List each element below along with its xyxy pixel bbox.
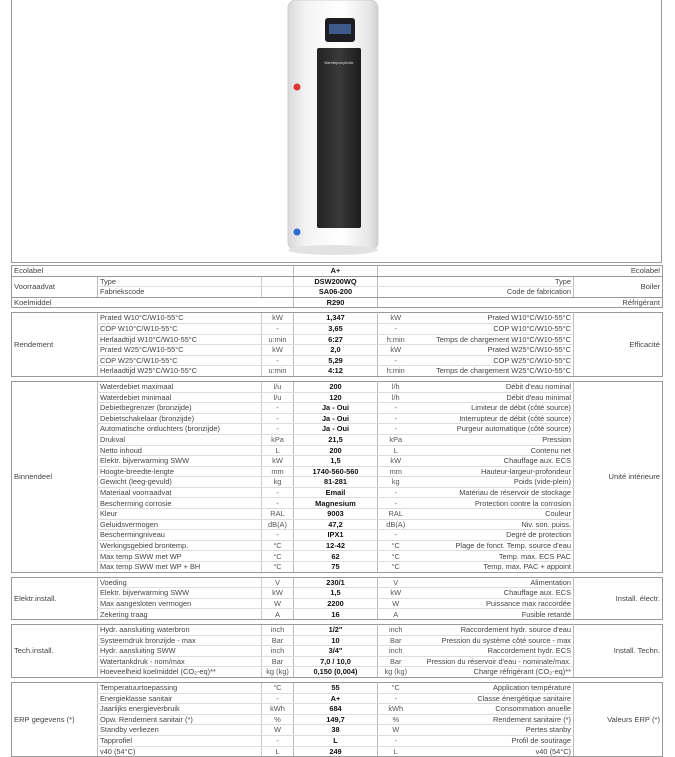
cell-label-fr: Fusible retardé [414, 609, 574, 620]
cell-unit-nl: - [262, 498, 294, 509]
cell-unit-nl [262, 276, 294, 287]
cell-unit-fr: inch [378, 625, 414, 636]
cell-unit-fr: A [378, 609, 414, 620]
cell-label-nl: Automatische ontluchters (bronzijde) [98, 424, 262, 435]
cell-unit-fr: W [378, 725, 414, 736]
table-row [12, 667, 663, 678]
cell-unit-nl: kW [262, 345, 294, 356]
table-row [12, 714, 663, 725]
row-ecolabel [12, 266, 663, 277]
cell-unit-fr: kW [378, 313, 414, 324]
cell-value: Email [294, 487, 378, 498]
cell-value: 47,2 [294, 519, 378, 530]
koelmiddel-label-nl: Koelmiddel [12, 297, 98, 308]
cell-unit-fr: Bar [378, 656, 414, 667]
cell-label-nl: Temperatuurtoepassing [98, 682, 262, 693]
cell-unit-nl: W [262, 725, 294, 736]
cell-unit-nl: °C [262, 682, 294, 693]
cell-unit-nl: - [262, 487, 294, 498]
cell-unit-nl: mm [262, 466, 294, 477]
cell-label-nl: Max aangesloten vermogen [98, 598, 262, 609]
cell-unit-fr: l/h [378, 392, 414, 403]
cell-label-nl: Type [98, 276, 262, 287]
table-row [12, 287, 663, 298]
table-row [12, 445, 663, 456]
cell-value: 55 [294, 682, 378, 693]
table-row [12, 355, 663, 366]
binnendeel-section-label-fr: Unité intérieure [574, 381, 663, 572]
cell-label-nl: Hydr. aansluiting SWW [98, 646, 262, 657]
cell-unit-nl: - [262, 403, 294, 414]
cell-unit-fr: - [378, 530, 414, 541]
table-row [12, 551, 663, 562]
table-row [12, 635, 663, 646]
cell-value: 1740-560-560 [294, 466, 378, 477]
cell-value: 3/4" [294, 646, 378, 657]
cell-label-nl: Waterdebiet maximaal [98, 381, 262, 392]
cell-value: 7,0 / 10,0 [294, 656, 378, 667]
cell-value: Ja - Oui [294, 424, 378, 435]
cell-label-fr: Hauteur-largeur-profondeur [414, 466, 574, 477]
cell-label-nl: Werkingsgebied brontemp. [98, 540, 262, 551]
tech-section-label-nl: Tech.install. [12, 625, 98, 678]
cell-unit-fr: °C [378, 551, 414, 562]
cell-label-fr: Chauffage aux. ECS [414, 456, 574, 467]
cell-label-fr: Pertes stanby [414, 725, 574, 736]
cell-label-nl: Herlaadtijd W25°C/W10-55°C [98, 366, 262, 377]
cell-value: 2,0 [294, 345, 378, 356]
svg-text:Warmtepompboiler: Warmtepompboiler [324, 61, 354, 65]
cell-unit-nl: kg (kg) [262, 667, 294, 678]
cell-label-fr: Plage de fonct. Temp. source d'eau [414, 540, 574, 551]
cell-label-fr: COP W25°C/W10-55°C [414, 355, 574, 366]
cell-unit-fr: h:min [378, 334, 414, 345]
cell-unit-fr: kg (kg) [378, 667, 414, 678]
cell-unit-nl: - [262, 355, 294, 366]
tech-section-label-fr: Install. Techn. [574, 625, 663, 678]
cell-unit-fr: inch [378, 646, 414, 657]
cell-label-fr: Temp. max. ECS PAC [414, 551, 574, 562]
table-row [12, 498, 663, 509]
table-row [12, 403, 663, 414]
cell-unit-nl: Bar [262, 656, 294, 667]
cell-value: 200 [294, 445, 378, 456]
elektr-section-label-nl: Elektr.install. [12, 577, 98, 619]
cell-label-fr: Poids (vide-plein) [414, 477, 574, 488]
spec-table [11, 265, 663, 757]
cell-label-nl: Netto inhoud [98, 445, 262, 456]
cell-label-fr: Charge réfrigérant (CO₂-eq)** [414, 667, 574, 678]
cell-unit-nl: °C [262, 551, 294, 562]
table-row [12, 519, 663, 530]
cell-unit-nl: inch [262, 625, 294, 636]
cell-label-fr: Interrupteur de débit (côté source) [414, 413, 574, 424]
cell-label-fr: Prated W25°C/W10-55°C [414, 345, 574, 356]
table-row [12, 725, 663, 736]
cell-value: 120 [294, 392, 378, 403]
cell-unit-fr [378, 276, 414, 287]
cell-label-nl: Elektr. bijverwarming SWW [98, 456, 262, 467]
table-row [12, 625, 663, 636]
table-row [12, 413, 663, 424]
koelmiddel-label-fr: Réfrigérant [574, 297, 663, 308]
cell-label-fr: Contenu net [414, 445, 574, 456]
cell-unit-fr: mm [378, 466, 414, 477]
cell-unit-fr [378, 287, 414, 298]
table-row [12, 434, 663, 445]
cell-label-nl: Debietschakelaar (bronzijde) [98, 413, 262, 424]
cell-unit-fr: - [378, 693, 414, 704]
cell-label-nl: COP W10°C/W10-55°C [98, 323, 262, 334]
cell-value: 0,150 (0,004) [294, 667, 378, 678]
cell-unit-fr: kW [378, 588, 414, 599]
rendement-section-label-nl: Rendement [12, 313, 98, 377]
heat-pump-boiler-image [12, 0, 663, 263]
cell-label-nl: Hydr. aansluiting waterbron [98, 625, 262, 636]
table-row [12, 562, 663, 573]
cell-value: 12-42 [294, 540, 378, 551]
cell-label-fr: Temps de chargement W10°C/W10-55°C [414, 334, 574, 345]
cell-value: 75 [294, 562, 378, 573]
cell-label-nl: Jaarlijks energieverbruik [98, 704, 262, 715]
cell-value: Magnesium [294, 498, 378, 509]
cell-label-nl: Max temp SWW met WP [98, 551, 262, 562]
cell-value: 1,5 [294, 456, 378, 467]
cell-unit-nl: °C [262, 540, 294, 551]
cell-label-nl: Opw. Rendement sanitair (*) [98, 714, 262, 725]
cell-value: L [294, 735, 378, 746]
cell-unit-nl: W [262, 598, 294, 609]
koelmiddel-value: R290 [294, 297, 378, 308]
table-row [12, 704, 663, 715]
table-row [12, 588, 663, 599]
cell-label-nl: Energieklasse sanitair [98, 693, 262, 704]
cell-label-fr: v40 (54°C) [414, 746, 574, 757]
cell-label-nl: Fabriekscode [98, 287, 262, 298]
cell-label-fr: Raccordement hydr. ECS [414, 646, 574, 657]
cell-unit-fr: °C [378, 540, 414, 551]
erp-section-label-nl: ERP gegevens (*) [12, 682, 98, 756]
cell-label-fr: Protection contre la corrosion [414, 498, 574, 509]
cell-label-nl: Drukval [98, 434, 262, 445]
table-row [12, 509, 663, 520]
cell-unit-nl: - [262, 735, 294, 746]
cell-unit-fr: kW [378, 345, 414, 356]
cell-label-nl: Beschermingniveau [98, 530, 262, 541]
table-row [12, 646, 663, 657]
cell-unit-nl: L [262, 445, 294, 456]
cell-value: 2200 [294, 598, 378, 609]
cell-label-fr: Type [414, 276, 574, 287]
elektr-section-label-fr: Install. électr. [574, 577, 663, 619]
cell-unit-nl: RAL [262, 509, 294, 520]
cell-label-fr: COP W10°C/W10-55°C [414, 323, 574, 334]
cell-label-nl: Herlaadtijd W10°C/W10-55°C [98, 334, 262, 345]
cell-unit-nl: kg [262, 477, 294, 488]
product-photo [11, 0, 662, 263]
cell-unit-fr: - [378, 735, 414, 746]
cell-unit-nl: dB(A) [262, 519, 294, 530]
cell-value: 38 [294, 725, 378, 736]
cell-value: 230/1 [294, 577, 378, 588]
cell-unit-nl: l/u [262, 392, 294, 403]
cell-unit-nl: kW [262, 588, 294, 599]
cell-unit-fr: Bar [378, 635, 414, 646]
cell-label-fr: Couleur [414, 509, 574, 520]
cell-unit-nl: l/u [262, 381, 294, 392]
cell-label-fr: Classe énergétique sanitaire [414, 693, 574, 704]
cell-value: 249 [294, 746, 378, 757]
table-row [12, 735, 663, 746]
voorraadvat-section-label-fr: Boiler [574, 276, 663, 297]
cell-value: 3,65 [294, 323, 378, 334]
cell-unit-nl: A [262, 609, 294, 620]
cell-label-fr: Profil de soutirage [414, 735, 574, 746]
cell-unit-nl: Bar [262, 635, 294, 646]
cell-label-nl: Max temp SWW met WP + BH [98, 562, 262, 573]
cell-unit-fr: - [378, 355, 414, 366]
cell-label-nl: COP W25°C/W10-55°C [98, 355, 262, 366]
cell-label-fr: Matériau de réservoir de stockage [414, 487, 574, 498]
cell-value: 9003 [294, 509, 378, 520]
cell-unit-nl: inch [262, 646, 294, 657]
rendement-section-label-fr: Efficacité [574, 313, 663, 377]
cell-label-nl: Elektr. bijverwarming SWW [98, 588, 262, 599]
cell-label-nl: Debietbegrenzer (bronzijde) [98, 403, 262, 414]
row-koelmiddel [12, 297, 663, 308]
cell-unit-fr: h:min [378, 366, 414, 377]
cell-value: Ja - Oui [294, 403, 378, 414]
cell-unit-fr: W [378, 598, 414, 609]
table-row [12, 381, 663, 392]
cell-unit-fr: kg [378, 477, 414, 488]
cell-label-fr: Consommation anuelle [414, 704, 574, 715]
cell-label-nl: Materiaal voorraadvat [98, 487, 262, 498]
cell-label-nl: Waterdebiet minimaal [98, 392, 262, 403]
cell-label-nl: Hoogte-breedte-lengte [98, 466, 262, 477]
cell-value: 62 [294, 551, 378, 562]
cell-label-nl: Standby verliezen [98, 725, 262, 736]
cell-label-nl: Prated W25°C/W10-55°C [98, 345, 262, 356]
erp-section-label-fr: Valeurs ERP (*) [574, 682, 663, 756]
cell-label-nl: Voeding [98, 577, 262, 588]
cell-label-fr: Alimentation [414, 577, 574, 588]
cell-value: 21,5 [294, 434, 378, 445]
cell-value: 81-281 [294, 477, 378, 488]
table-row [12, 693, 663, 704]
table-row [12, 540, 663, 551]
cell-label-nl: v40 (54°C) [98, 746, 262, 757]
cell-label-fr: Pression du système côté source - max [414, 635, 574, 646]
cell-label-fr: Débit d'eau minimal [414, 392, 574, 403]
cell-label-nl: Kleur [98, 509, 262, 520]
table-row [12, 682, 663, 693]
cell-value: 1/2" [294, 625, 378, 636]
cell-unit-fr: - [378, 323, 414, 334]
table-row [12, 598, 663, 609]
cell-label-fr: Pression [414, 434, 574, 445]
cell-value: DSW200WQ [294, 276, 378, 287]
table-row [12, 456, 663, 467]
cell-label-fr: Puissance max raccordée [414, 598, 574, 609]
cell-unit-nl: - [262, 424, 294, 435]
ecolabel-label-nl: Ecolabel [12, 266, 98, 277]
ecolabel-label-fr: Ecolabel [574, 266, 663, 277]
cell-unit-fr: kWh [378, 704, 414, 715]
cell-value: A+ [294, 693, 378, 704]
table-row [12, 323, 663, 334]
cell-unit-fr: % [378, 714, 414, 725]
cell-value: Ja - Oui [294, 413, 378, 424]
cell-value: 1,347 [294, 313, 378, 324]
ecolabel-value: A+ [294, 266, 378, 277]
cell-unit-fr: L [378, 746, 414, 757]
cell-label-fr: Pression du réservoir d'eau - nominale/max. [414, 656, 574, 667]
cell-unit-fr: - [378, 403, 414, 414]
cell-unit-fr: - [378, 498, 414, 509]
cell-unit-fr: RAL [378, 509, 414, 520]
table-row [12, 746, 663, 757]
cell-label-fr: Limiteur de débit (côté source) [414, 403, 574, 414]
cell-value: 5,29 [294, 355, 378, 366]
cell-value: 149,7 [294, 714, 378, 725]
cell-value: 10 [294, 635, 378, 646]
cell-unit-nl [262, 287, 294, 298]
cell-unit-fr: dB(A) [378, 519, 414, 530]
table-row [12, 334, 663, 345]
table-row [12, 577, 663, 588]
binnendeel-section-label-nl: Binnendeel [12, 381, 98, 572]
table-row [12, 530, 663, 541]
cell-value: 4:12 [294, 366, 378, 377]
table-row [12, 276, 663, 287]
table-row [12, 487, 663, 498]
cell-label-fr: Degré de protection [414, 530, 574, 541]
cell-unit-nl: kW [262, 313, 294, 324]
cell-label-nl: Bescherming corrosie [98, 498, 262, 509]
cell-unit-nl: - [262, 323, 294, 334]
cell-label-fr: Chauffage aux. ECS [414, 588, 574, 599]
cell-unit-nl: kWh [262, 704, 294, 715]
cell-unit-nl: °C [262, 562, 294, 573]
cell-unit-nl: kPa [262, 434, 294, 445]
cell-unit-nl: u:min [262, 334, 294, 345]
cell-unit-nl: kW [262, 456, 294, 467]
cell-label-nl: Hoeveelheid koelmiddel (CO₂-eq)** [98, 667, 262, 678]
cell-unit-fr: kW [378, 456, 414, 467]
table-row [12, 424, 663, 435]
cell-label-nl: Tapprofiel [98, 735, 262, 746]
cell-label-nl: Watertankdruk - nom/max [98, 656, 262, 667]
cell-label-fr: Purgeur automatique (côté source) [414, 424, 574, 435]
cell-unit-nl: u:min [262, 366, 294, 377]
cell-unit-fr: kPa [378, 434, 414, 445]
cell-value: IPX1 [294, 530, 378, 541]
cell-value: SA06-200 [294, 287, 378, 298]
cell-label-nl: Prated W10°C/W10-55°C [98, 313, 262, 324]
cell-value: 684 [294, 704, 378, 715]
voorraadvat-section-label-nl: Voorraadvat [12, 276, 98, 297]
cell-value: 1,5 [294, 588, 378, 599]
cell-label-nl: Gewicht (leeg-gevuld) [98, 477, 262, 488]
cell-unit-fr: °C [378, 562, 414, 573]
cell-label-fr: Application température [414, 682, 574, 693]
cell-unit-fr: V [378, 577, 414, 588]
cell-unit-nl: L [262, 746, 294, 757]
cell-unit-nl: V [262, 577, 294, 588]
cell-label-fr: Prated W10°C/W10-55°C [414, 313, 574, 324]
cell-unit-fr: - [378, 424, 414, 435]
cell-unit-nl: - [262, 530, 294, 541]
cell-label-fr: Débit d'eau nominal [414, 381, 574, 392]
table-row [12, 345, 663, 356]
table-row [12, 392, 663, 403]
cell-label-fr: Niv. son. puiss. [414, 519, 574, 530]
cell-unit-nl: - [262, 413, 294, 424]
table-row [12, 656, 663, 667]
cell-label-fr: Temp. max. PAC + appoint [414, 562, 574, 573]
cell-label-fr: Code de fabrication [414, 287, 574, 298]
cell-unit-fr: l/h [378, 381, 414, 392]
cell-label-fr: Rendement sanitaire (*) [414, 714, 574, 725]
cell-unit-nl: % [262, 714, 294, 725]
table-row [12, 477, 663, 488]
cell-label-fr: Temps de chargement W25°C/W10-55°C [414, 366, 574, 377]
cell-label-nl: Systeemdruk bronzijde - max [98, 635, 262, 646]
cell-value: 16 [294, 609, 378, 620]
cell-label-nl: Zekering traag [98, 609, 262, 620]
cell-unit-fr: - [378, 487, 414, 498]
cell-unit-nl: - [262, 693, 294, 704]
table-row [12, 313, 663, 324]
table-row [12, 609, 663, 620]
cell-label-nl: Geluidsvermogen [98, 519, 262, 530]
cell-unit-fr: - [378, 413, 414, 424]
cell-unit-fr: L [378, 445, 414, 456]
cell-unit-fr: °C [378, 682, 414, 693]
cell-label-fr: Raccordement hydr. source d'eau [414, 625, 574, 636]
table-row [12, 366, 663, 377]
cell-value: 6:27 [294, 334, 378, 345]
table-row [12, 466, 663, 477]
cell-value: 200 [294, 381, 378, 392]
